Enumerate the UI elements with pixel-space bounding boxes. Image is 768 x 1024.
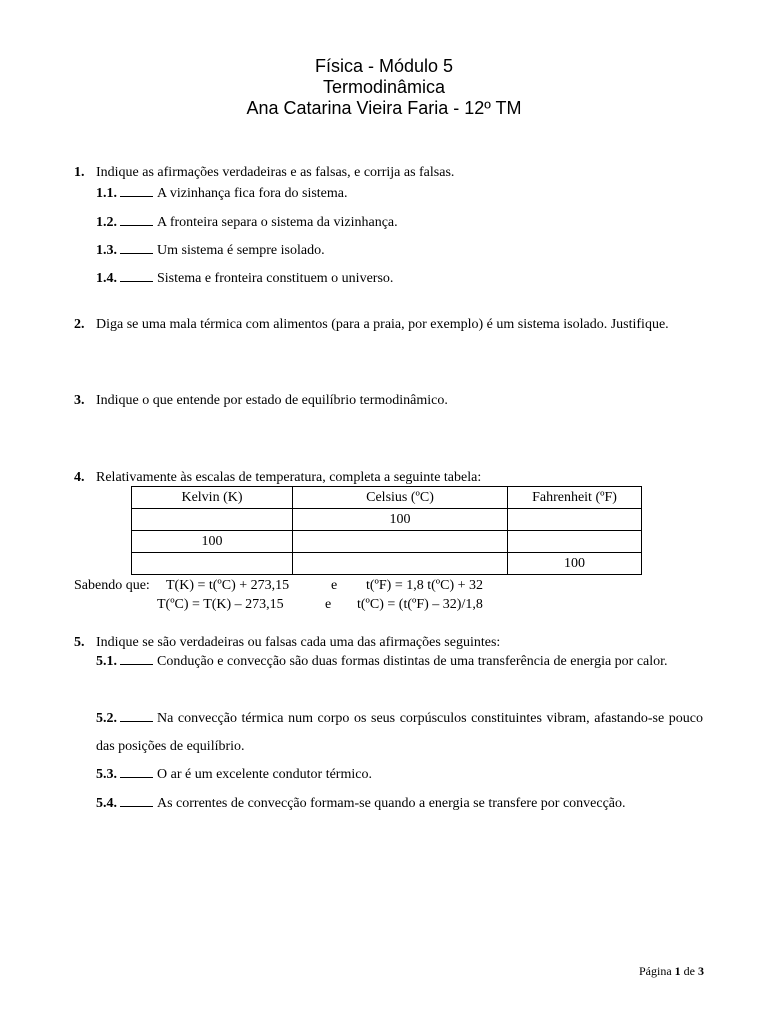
answer-blank: [120, 239, 153, 254]
formula-celsius-from-kelvin: T(ºC) = T(K) – 273,15: [157, 597, 284, 612]
sub-question-number: 1.2.: [96, 215, 117, 230]
sub-question-text: Condução e convecção são duas formas distintas de uma transferência de energia por calor.: [157, 654, 668, 669]
question-number: 4.: [74, 470, 85, 485]
sub-question-5-4: [96, 790, 703, 818]
answer-blank: [120, 707, 153, 722]
question-number: 2.: [74, 317, 85, 332]
table-cell: [508, 509, 642, 531]
table-cell: 100: [132, 531, 293, 553]
sub-question-5-2: [96, 705, 703, 761]
question-text: Indique o que entende por estado de equilíbrio termodinâmico.: [96, 393, 448, 408]
answer-blank: [120, 211, 153, 226]
table-cell: [293, 531, 508, 553]
question-2: [74, 316, 703, 334]
sub-question-text: Um sistema é sempre isolado.: [157, 243, 325, 258]
formula-fahrenheit: t(ºF) = 1,8 t(ºC) + 32: [366, 578, 484, 593]
sub-question-text: Sistema e fronteira constituem o universo.: [157, 271, 394, 286]
sub-question-text: As correntes de convecção formam-se quando a energia se transfere por convecção.: [157, 796, 626, 811]
answer-blank: [120, 182, 153, 197]
sub-question-number: 5.3.: [96, 767, 117, 782]
question-1: [74, 164, 703, 182]
sub-question-text: Na convecção térmica num corpo os seus corpúsculos constituintes vibram, afastando-se pouco das posições de equilíbrio.: [96, 711, 703, 754]
table-header: Fahrenheit (ºF): [508, 487, 642, 509]
table-cell: 100: [293, 509, 508, 531]
question-text: Diga se uma mala térmica com alimentos (para a praia, por exemplo) é um sistema isolado. Justifique.: [96, 317, 669, 332]
sub-question-1-3: [96, 239, 703, 260]
answer-blank: [120, 792, 153, 807]
page-label: Página: [639, 964, 672, 978]
answer-blank: [120, 267, 153, 282]
table-cell: [132, 509, 293, 531]
question-number: 5.: [74, 635, 85, 650]
page-total: 3: [698, 964, 704, 978]
page-of: de: [683, 964, 695, 978]
header-author: Ana Catarina Vieira Faria - 12º TM: [246, 98, 522, 118]
sub-question-5-1: [96, 648, 703, 676]
formula-kelvin: T(K) = t(ºC) + 273,15: [166, 578, 290, 593]
question-text: Relativamente às escalas de temperatura, completa a seguinte tabela:: [96, 470, 482, 485]
sub-question-1-4: [96, 267, 703, 288]
sub-question-text: A vizinhança fica fora do sistema.: [157, 186, 348, 201]
answer-blank: [120, 763, 153, 778]
question-4: [74, 469, 703, 487]
table-row: [132, 553, 642, 575]
sub-question-1-2: [96, 211, 703, 232]
table-header: Celsius (ºC): [293, 487, 508, 509]
sub-question-number: 1.4.: [96, 271, 117, 286]
question-text: Indique as afirmações verdadeiras e as falsas, e corrija as falsas.: [96, 165, 455, 180]
table-cell: [508, 531, 642, 553]
table-cell: 100: [508, 553, 642, 575]
sub-question-text: O ar é um excelente condutor térmico.: [157, 767, 372, 782]
table-header: Kelvin (K): [132, 487, 293, 509]
table-header-row: [132, 487, 642, 509]
sub-question-number: 1.1.: [96, 186, 117, 201]
formula-connector: e: [325, 597, 332, 612]
sub-question-number: 1.3.: [96, 243, 117, 258]
sub-question-number: 5.1.: [96, 654, 117, 669]
table-cell: [132, 553, 293, 575]
sub-question-text: A fronteira separa o sistema da vizinhança.: [157, 215, 398, 230]
question-text: Indique se são verdadeiras ou falsas cada uma das afirmações seguintes:: [96, 635, 501, 650]
question-3: [74, 392, 703, 410]
temperature-table: [131, 486, 642, 575]
table-cell: [293, 553, 508, 575]
sub-question-1-1: [96, 182, 703, 203]
formula-celsius-from-fahrenheit: t(ºC) = (t(ºF) – 32)/1,8: [357, 597, 483, 612]
sub-question-number: 5.2.: [96, 711, 117, 726]
header-subtitle: Termodinâmica: [322, 77, 446, 97]
answer-blank: [120, 650, 153, 665]
table-row: [132, 509, 642, 531]
page-number: [639, 964, 704, 979]
question-number: 1.: [74, 165, 85, 180]
question-number: 3.: [74, 393, 85, 408]
document-header: [0, 56, 768, 119]
sub-question-number: 5.4.: [96, 796, 117, 811]
table-row: [132, 531, 642, 553]
sub-question-5-3: [96, 761, 703, 789]
formula-intro: Sabendo que:: [74, 578, 150, 593]
page-current: 1: [674, 964, 681, 978]
formula-connector: e: [331, 578, 338, 593]
header-title: Física - Módulo 5: [314, 56, 454, 76]
